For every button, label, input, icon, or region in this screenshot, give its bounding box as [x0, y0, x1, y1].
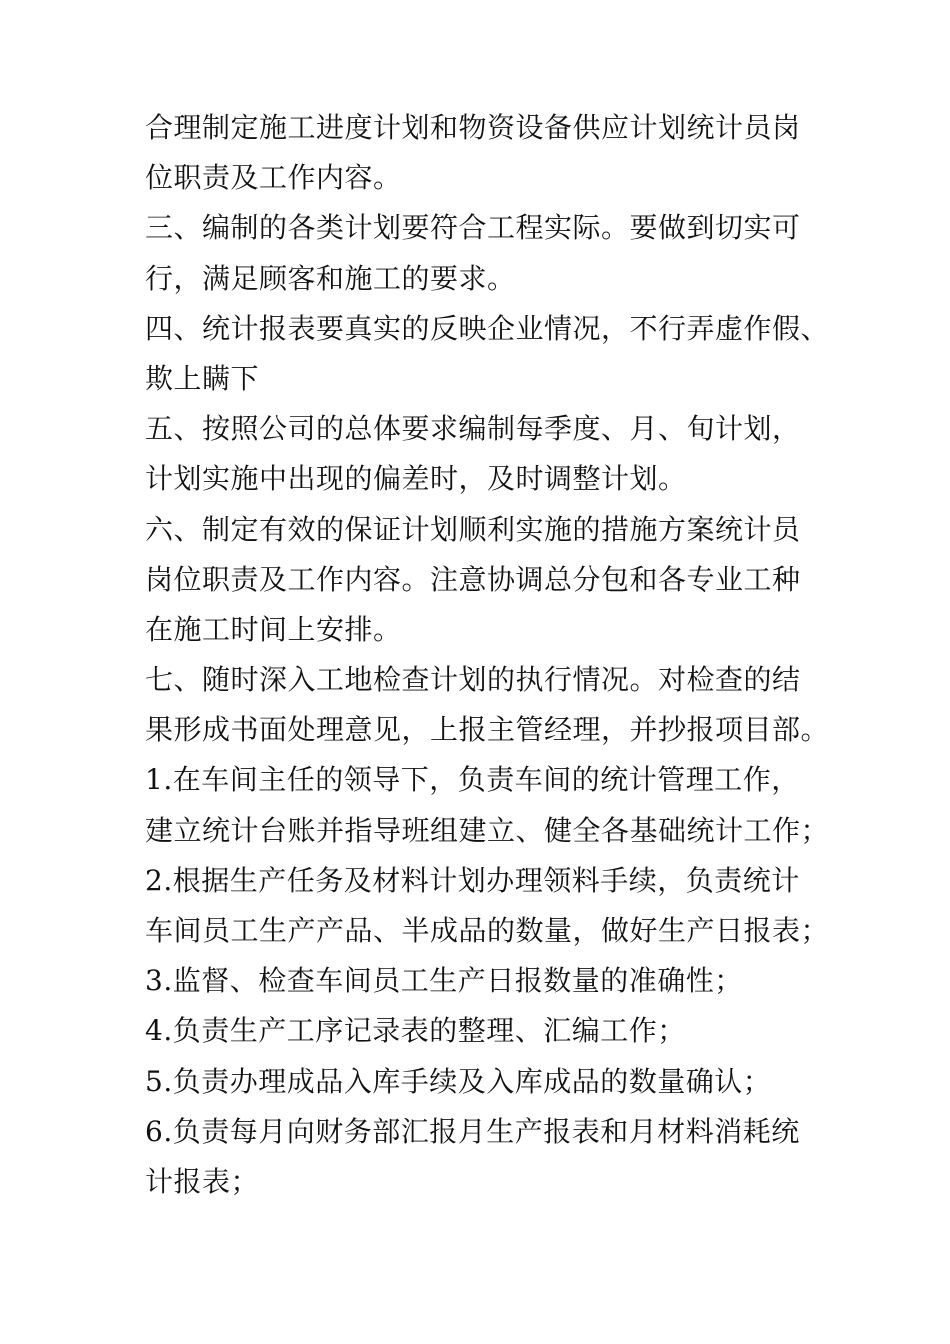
text-line: 建立统计台账并指导班组建立、健全各基础统计工作； — [145, 813, 830, 847]
text-line: 果形成书面处理意见，上报主管经理，并抄报项目部。 — [145, 713, 830, 747]
text-line: 计报表； — [145, 1164, 260, 1198]
text-line: 3.监督、检查车间员工生产日报数量的准确性； — [145, 964, 743, 998]
text-line: 车间员工生产产品、半成品的数量，做好生产日报表； — [145, 914, 830, 947]
text-line: 行，满足顾客和施工的要求。 — [145, 261, 516, 295]
text-line: 三、编制的各类计划要符合工程实际。要做到切实可 — [145, 211, 801, 245]
text-line: 1.在车间主任的领导下，负责车间的统计管理工作， — [145, 763, 800, 797]
text-line: 六、制定有效的保证计划顺利实施的措施方案统计员 — [145, 512, 801, 546]
text-line: 欺上瞒下 — [145, 361, 260, 395]
text-line: 合理制定施工进度计划和物资设备供应计划统计员岗 — [145, 111, 801, 144]
text-line: 七、随时深入工地检查计划的执行情况。对检查的结 — [145, 663, 801, 697]
text-line: 位职责及工作内容。 — [145, 161, 402, 195]
text-line: 6.负责每月向财务部汇报月生产报表和月材料消耗统 — [145, 1114, 800, 1148]
text-line: 5.负责办理成品入库手续及入库成品的数量确认； — [145, 1064, 772, 1098]
text-line: 四、统计报表要真实的反映企业情况，不行弄虚作假、 — [145, 311, 830, 345]
text-line: 在施工时间上安排。 — [145, 612, 402, 646]
text-line: 五、按照公司的总体要求编制每季度、月、旬计划， — [145, 412, 801, 446]
text-line: 计划实施中出现的偏差时，及时调整计划。 — [145, 462, 687, 496]
text-line: 岗位职责及工作内容。注意协调总分包和各专业工种 — [145, 562, 801, 596]
text-line: 2.根据生产任务及材料计划办理领料手续，负责统计 — [145, 863, 800, 897]
text-line: 4.负责生产工序记录表的整理、汇编工作； — [145, 1014, 686, 1048]
document-body — [145, 103, 830, 1207]
